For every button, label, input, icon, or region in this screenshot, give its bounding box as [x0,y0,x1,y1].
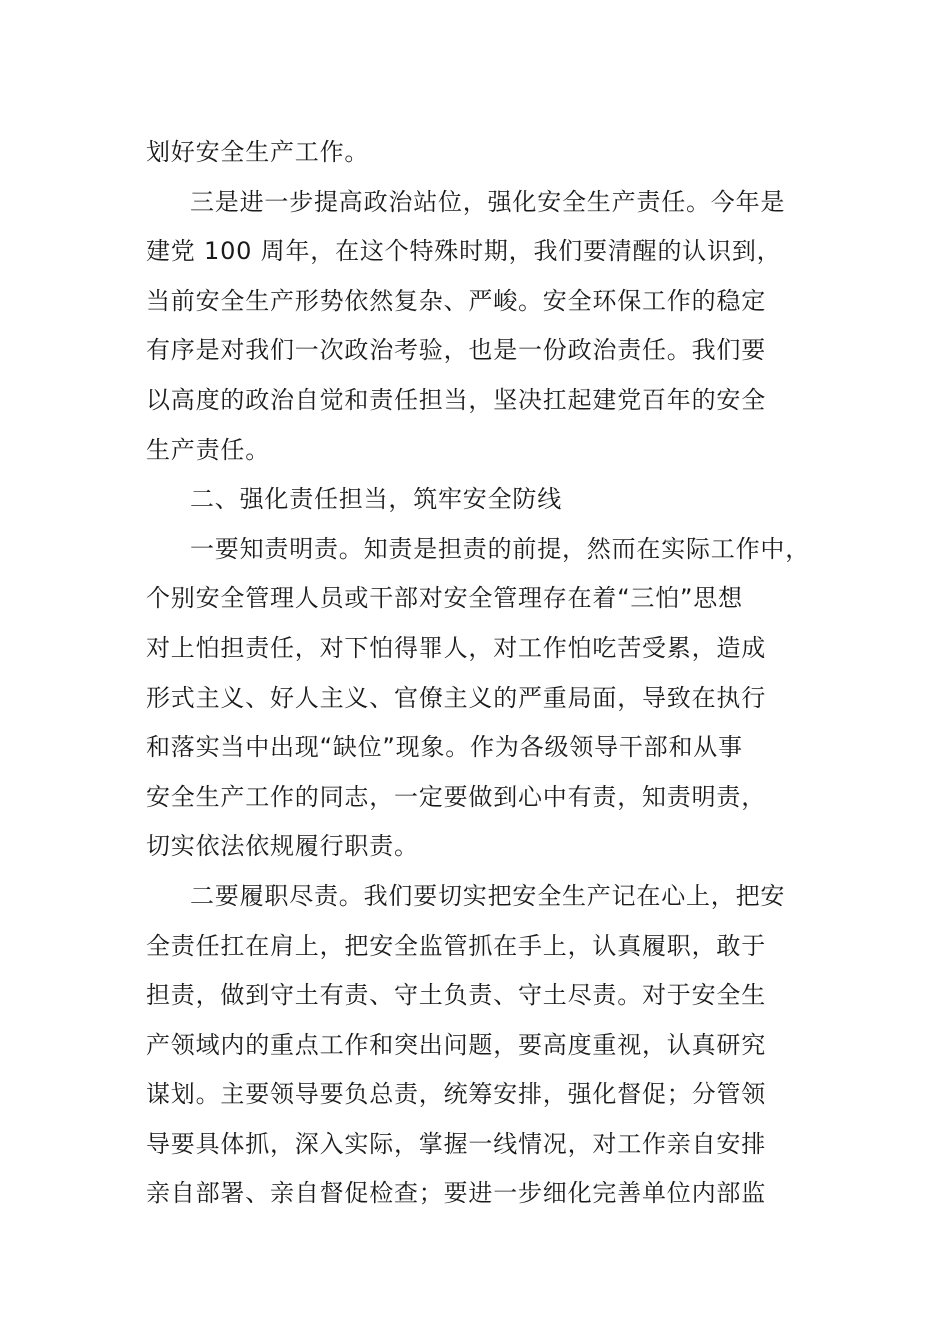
text-line: 建党 100 周年，在这个特殊时期，我们要清醒的认识到， [146,237,782,266]
text-line: 个别安全管理人员或干部对安全管理存在着“三怕”思想 [146,584,743,613]
section-heading-two: 二、强化责任担当，筑牢安全防线 [190,485,562,514]
text-line: 谋划。主要领导要负总责，统筹安排，强化督促；分管领 [146,1080,766,1109]
paragraph-three-political-stance: 三是进一步提高政治站位，强化安全生产责任。今年是 [190,187,786,216]
text-line: 安全生产工作的同志，一定要做到心中有责，知责明责， [146,782,766,811]
text-line: 全责任扛在肩上，把安全监管抓在手上，认真履职，敢于 [146,931,766,960]
text-line: 亲自部署、亲自督促检查；要进一步细化完善单位内部监 [146,1179,766,1208]
text-line: 有序是对我们一次政治考验，也是一份政治责任。我们要 [146,336,766,365]
paragraph-know-responsibility: 一要知责明责。知责是担责的前提，然而在实际工作中， [190,534,810,563]
text-line: 导要具体抓，深入实际，掌握一线情况，对工作亲自安排 [146,1129,766,1158]
text-line: 担责，做到守土有责、守土负责、守土尽责。对于安全生 [146,981,766,1010]
text-line: 划好安全生产工作。 [146,138,370,166]
text-line: 和落实当中出现“缺位”现象。作为各级领导干部和从事 [146,733,743,762]
text-line: 切实依法依规履行职责。 [146,832,419,861]
text-line: 产领域内的重点工作和突出问题，要高度重视，认真研究 [146,1030,766,1059]
text-line: 对上怕担责任，对下怕得罪人，对工作怕吃苦受累，造成 [146,633,766,662]
text-line: 以高度的政治自觉和责任担当，坚决扛起建党百年的安全 [146,385,766,414]
text-line: 生产责任。 [146,435,270,464]
body-text [146,128,846,1219]
text-line: 当前安全生产形势依然复杂、严峻。安全环保工作的稳定 [146,286,766,315]
paragraph-fulfil-duty: 二要履职尽责。我们要切实把安全生产记在心上，把安 [190,881,786,910]
text-line: 形式主义、好人主义、官僚主义的严重局面，导致在执行 [146,683,766,712]
